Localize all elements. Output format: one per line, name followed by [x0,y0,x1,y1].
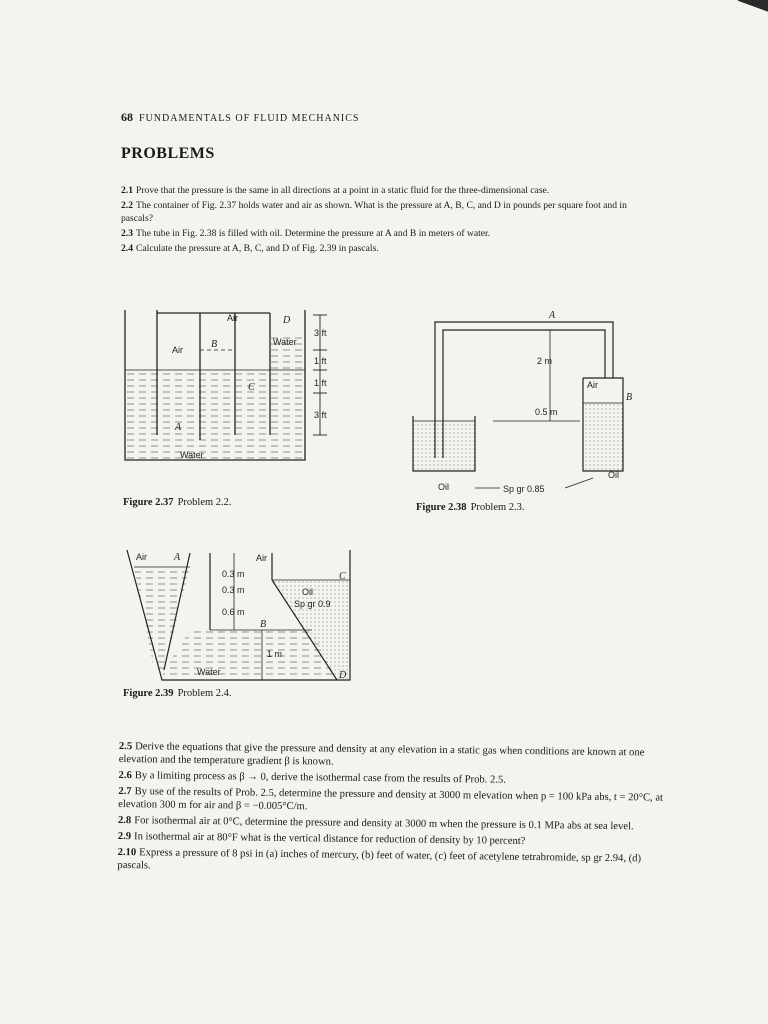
figure-2-37-caption [123,497,232,508]
problem-text: By use of the results of Prob. 2.5, determine the pressure and density at 3000 m elevation when p = 100 kPa abs, t = 20°C, at elevation 300 m for air and β = −0.005°C/m. [118,786,664,813]
dim-3ft-bottom: 3 ft [314,410,327,420]
label-air-left: Air [136,552,147,562]
label-03b: 0.3 m [222,585,245,595]
figure-2-38-diagram [405,308,655,498]
label-water-top: Water [273,337,297,347]
label-2m: 2 m [537,356,553,366]
label-sp-gr: Sp gr 0.85 [503,484,545,494]
problem-text: Express a pressure of 8 psi in (a) inches of mercury, (b) feet of water, (c) feet of acetylene tetrabromide, sp gr 2.94, (d) pascals. [117,847,642,872]
problem-text: Prove that the pressure is the same in all directions at a point in a static fluid for the three-dimensional case. [136,185,550,196]
label-sp-gr: Sp gr 0.9 [294,599,331,609]
caption-label: Figure 2.39 [123,688,174,699]
caption-text: Problem 2.2. [177,497,232,508]
problem-number: 2.7 [118,785,132,798]
sp-gr-leader-2 [565,478,593,488]
label-c: C [339,571,346,582]
problem-number: 2.5 [118,740,133,753]
label-oil-right: Oil [608,470,619,480]
problem-number: 2.9 [117,830,132,843]
problem-number: 2.8 [117,814,132,827]
label-oil-left: Oil [438,482,449,492]
figure-2-39-caption [123,688,232,699]
problem-number: 2.10 [117,846,137,859]
problem-number: 2.6 [118,769,132,782]
label-c: C [248,382,255,393]
problem-2-7 [118,785,674,818]
problem-text: For isothermal air at 0°C, determine the pressure and density at 3000 m when the pressure is 0.1 MPa abs at sea level. [134,815,634,833]
label-a: A [174,552,181,563]
caption-label: Figure 2.37 [123,497,174,508]
page-number: 68 [121,110,133,124]
water-region [125,370,305,460]
label-06: 0.6 m [222,607,245,617]
problem-number: 2.4 [121,243,133,254]
problem-number: 2.3 [121,228,133,239]
label-air-top: Air [227,313,238,323]
label-b: B [260,619,267,630]
label-air: Air [587,380,598,390]
left-reservoir-oil [413,421,475,471]
problem-2-10 [117,846,673,879]
problem-text: The tube in Fig. 2.38 is filled with oil. Determine the pressure at A and B in meters of water. [136,228,491,239]
problem-2-4 [121,242,659,255]
label-oil: Oil [302,587,313,597]
figure-2-39-diagram [122,545,357,685]
section-title: PROBLEMS [121,145,215,162]
problem-number: 2.2 [121,200,133,211]
problem-text: By a limiting process as β → 0, derive the isothermal case from the results of Prob. 2.5. [134,770,506,786]
label-d: D [339,670,347,681]
label-water-bottom: Water [180,450,204,460]
problem-text: Calculate the pressure at A, B, C, and D of Fig. 2.39 in pascals. [136,243,379,254]
running-title: FUNDAMENTALS OF FLUID MECHANICS [139,113,360,124]
caption-label: Figure 2.38 [416,502,467,513]
right-tank-oil [583,403,623,471]
figure-2-38-caption [416,502,525,513]
problem-text: The container of Fig. 2.37 holds water and air as shown. What is the pressure at A, B, C, and D in pounds per square foot and in pascals? [121,200,627,224]
label-1m: 1 m [267,649,283,659]
label-d: D [283,315,291,326]
problem-number: 2.1 [121,185,133,196]
problem-2-1 [121,184,659,197]
label-a: A [175,422,182,433]
label-03a: 0.3 m [222,569,245,579]
dim-3ft-top: 3 ft [314,328,327,338]
caption-text: Problem 2.3. [470,502,525,513]
label-water: Water [197,667,221,677]
problem-text: In isothermal air at 80°F what is the vertical distance for reduction of density by 10 percent? [134,831,526,847]
dim-1ft-b: 1 ft [314,378,327,388]
problem-2-5 [119,740,675,773]
label-b: B [626,392,633,403]
label-air-left: Air [172,345,183,355]
figure-2-37-diagram [115,305,355,475]
dim-1ft-a: 1 ft [314,356,327,366]
caption-text: Problem 2.4. [177,688,232,699]
label-a: A [549,310,556,321]
problem-text: Derive the equations that give the pressure and density at any elevation in a static gas when conditions are known at one elevation and the temperature gradient β is known. [118,741,645,768]
problem-2-2 [121,199,659,225]
problems-top [121,184,659,257]
label-05m: 0.5 m [535,407,558,417]
label-air-mid: Air [256,553,267,563]
problem-2-3 [121,227,659,240]
page-edge-shadow [738,0,768,18]
running-head [121,110,360,125]
label-b: B [211,339,218,350]
problems-bottom [117,740,675,882]
